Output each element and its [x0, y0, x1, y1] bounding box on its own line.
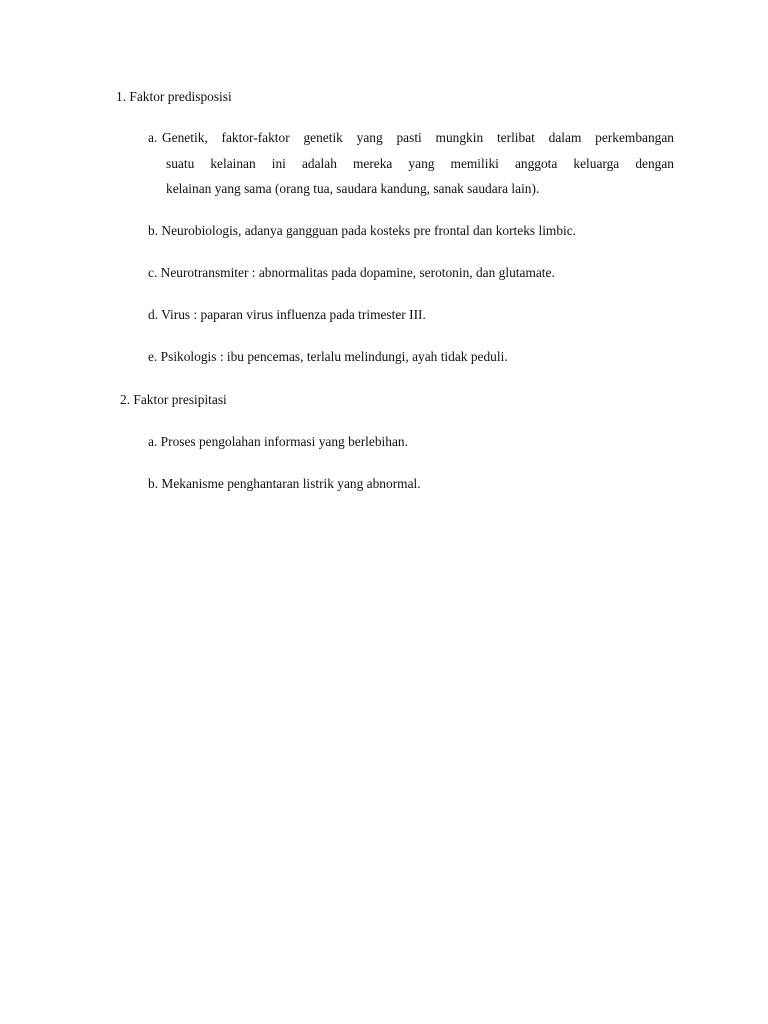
item-1e-text: Psikologis : ibu pencemas, terlalu melindungi, ayah tidak peduli. [160, 349, 508, 364]
section-1-heading [116, 90, 232, 103]
section-1-number: 1. [116, 89, 127, 104]
item-1c [148, 266, 555, 279]
item-1b-text: Neurobiologis, adanya gangguan pada kosteks pre frontal dan korteks limbic. [161, 223, 577, 238]
item-2b-text: Mekanisme penghantaran listrik yang abnormal. [161, 476, 421, 491]
item-1d-letter: d. [148, 307, 159, 322]
item-1a-line-3: kelainan yang sama (orang tua, saudara kandung, sanak saudara lain). [166, 181, 540, 196]
item-1d-text: Virus : paparan virus influenza pada trimester III. [161, 307, 426, 322]
item-1a-line-2: suatu kelainan ini adalah mereka yang memiliki anggota keluarga dengan [166, 156, 674, 171]
item-1b [148, 224, 576, 237]
item-1e [148, 350, 508, 363]
item-1a-letter: a. [148, 130, 158, 145]
section-2-number: 2. [120, 392, 131, 407]
section-2-title: Faktor presipitasi [133, 392, 227, 407]
item-2b [148, 477, 421, 490]
item-2a [148, 435, 408, 448]
item-2b-letter: b. [148, 476, 159, 491]
item-2a-letter: a. [148, 434, 158, 449]
item-2a-text: Proses pengolahan informasi yang berlebihan. [160, 434, 408, 449]
section-1-title: Faktor predisposisi [129, 89, 232, 104]
item-1c-text: Neurotransmiter : abnormalitas pada dopamine, serotonin, dan glutamate. [160, 265, 555, 280]
item-1c-letter: c. [148, 265, 158, 280]
section-2-heading [120, 393, 227, 406]
item-1a-line-1: Genetik, faktor-faktor genetik yang pasti mungkin terlibat dalam perkembangan [162, 130, 674, 145]
item-1e-letter: e. [148, 349, 158, 364]
item-1b-letter: b. [148, 223, 159, 238]
item-1d [148, 308, 426, 321]
